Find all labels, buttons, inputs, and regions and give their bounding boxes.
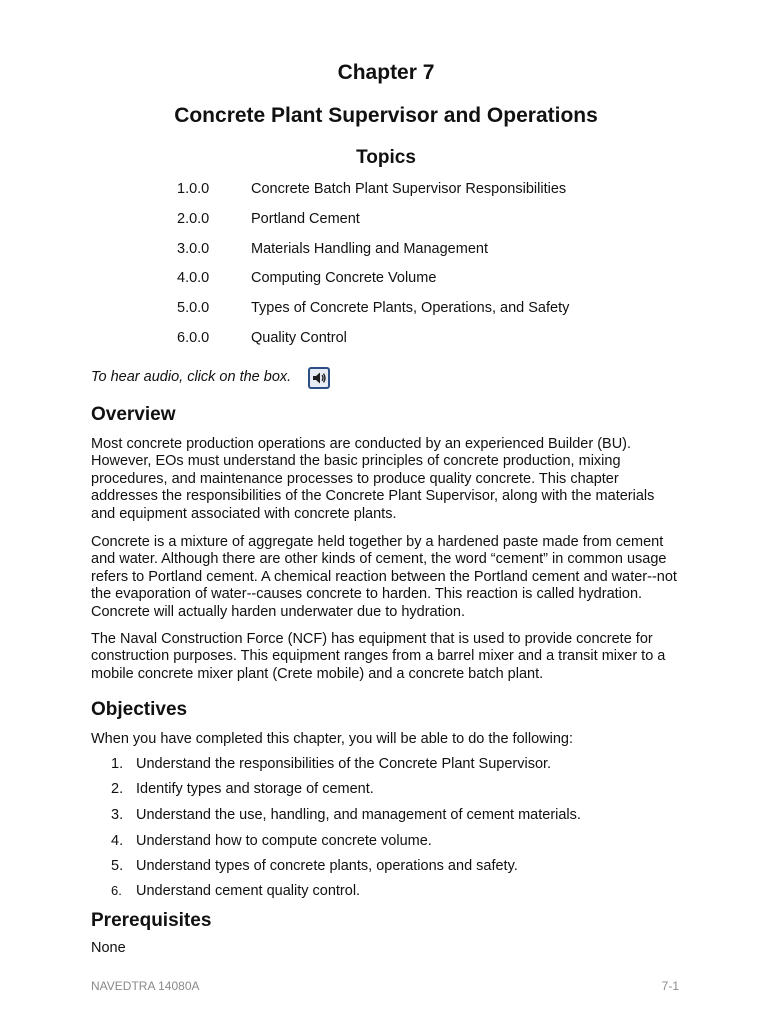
- objectives-intro: When you have completed this chapter, you will be able to do the following:: [91, 731, 574, 747]
- overview-paragraph: Most concrete production operations are conducted by an experienced Builder (BU). However, EOs must understand the basic principles of concrete production, mixing procedures, and maintenance processes to produce quality concrete. This chapter addresses the responsibilities of the Concrete Plant Supervisor, along with the materials and equipment associated with concrete plants.: [91, 436, 655, 522]
- objective-item: [111, 756, 551, 772]
- chapter-title: Chapter 7: [337, 61, 435, 84]
- topic-number: 2.0.0: [177, 211, 210, 227]
- topic-item: [177, 270, 436, 286]
- objective-item: [111, 883, 360, 899]
- overview-paragraph: The Naval Construction Force (NCF) has equipment that is used to provide concrete for construction purposes. This equipment ranges from a barrel mixer and a transit mixer to a mobile concrete mixer plant (Crete mobile) and a concrete batch plant.: [91, 631, 666, 682]
- topic-number: 6.0.0: [177, 330, 210, 346]
- topic-label: Materials Handling and Management: [251, 241, 488, 257]
- objective-item: [111, 858, 518, 874]
- footer-doc-id: NAVEDTRA 14080A: [91, 979, 200, 993]
- overview-paragraph: Concrete is a mixture of aggregate held together by a hardened paste made from cement and water. Although there are other kinds of cement, the word “cement” in common usage refers to Portland cement. A chemical reaction between the Portland cement and water--not the evaporation of water--causes concrete to harden. This reaction is called hydration. Concrete will actually harden underwater due to hydration.: [91, 534, 677, 620]
- topic-item: [177, 300, 569, 316]
- objective-text: Understand cement quality control.: [136, 883, 361, 899]
- objective-text: Understand the use, handling, and management of cement materials.: [136, 807, 581, 823]
- objective-number: 6.: [111, 883, 122, 898]
- objective-number: 3.: [111, 807, 124, 823]
- topic-item: [177, 330, 347, 346]
- footer-page-number: 7-1: [661, 979, 679, 993]
- topic-number: 3.0.0: [177, 241, 210, 257]
- prerequisites-text: None: [91, 940, 126, 956]
- objective-item: [111, 807, 581, 823]
- topic-item: [177, 211, 360, 227]
- topic-label: Quality Control: [251, 330, 347, 346]
- prerequisites-heading: Prerequisites: [91, 910, 212, 931]
- objective-number: 4.: [111, 833, 124, 849]
- overview-heading: Overview: [91, 404, 176, 425]
- topic-item: [177, 241, 488, 257]
- objective-number: 2.: [111, 781, 124, 797]
- objective-item: [111, 781, 374, 797]
- objective-text: Understand types of concrete plants, operations and safety.: [136, 858, 518, 874]
- objective-text: Identify types and storage of cement.: [136, 781, 374, 797]
- topic-label: Computing Concrete Volume: [251, 270, 437, 286]
- objective-number: 5.: [111, 858, 124, 874]
- audio-button[interactable]: [308, 367, 330, 389]
- objective-number: 1.: [111, 756, 124, 772]
- chapter-subtitle: Concrete Plant Supervisor and Operations: [174, 104, 598, 127]
- objectives-heading: Objectives: [91, 699, 188, 720]
- objective-text: Understand how to compute concrete volume.: [136, 833, 432, 849]
- audio-prompt: To hear audio, click on the box.: [91, 369, 292, 385]
- speaker-icon: [311, 370, 327, 386]
- topic-number: 4.0.0: [177, 270, 210, 286]
- topic-item: [177, 181, 566, 197]
- topics-heading: Topics: [356, 147, 416, 168]
- topic-number: 5.0.0: [177, 300, 210, 316]
- objective-item: [111, 833, 432, 849]
- objective-text: Understand the responsibilities of the Concrete Plant Supervisor.: [136, 756, 552, 772]
- topic-number: 1.0.0: [177, 181, 210, 197]
- topic-label: Types of Concrete Plants, Operations, and Safety: [251, 300, 570, 316]
- topic-label: Concrete Batch Plant Supervisor Responsibilities: [251, 181, 567, 197]
- topic-label: Portland Cement: [251, 211, 360, 227]
